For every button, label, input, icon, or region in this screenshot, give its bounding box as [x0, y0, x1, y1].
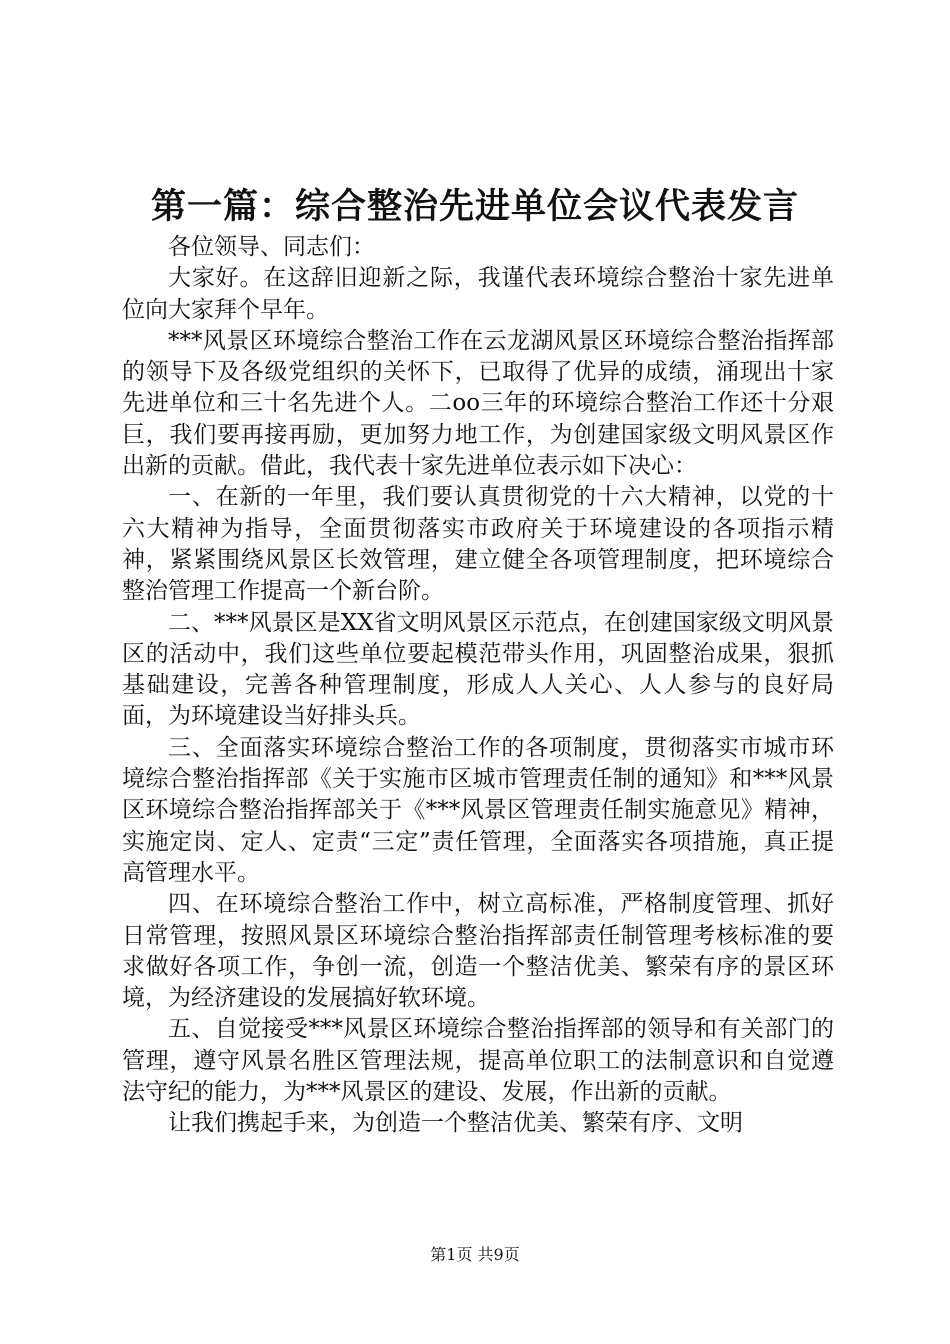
paragraph-point-4: 四、在环境综合整治工作中，树立高标准，严格制度管理、抓好日常管理，按照风景区环境综合整治指挥部责任制管理考核标准的要求做好各项工作，争创一流，创造一个整洁优美、繁荣有序的景区环境，为经济建设的发展搞好软环境。 — [122, 891, 834, 1012]
document-body — [122, 232, 834, 1140]
paragraph-point-1: 一、在新的一年里，我们要认真贯彻党的十六大精神，以党的十六大精神为指导，全面贯彻落实市政府关于环境建设的各项指示精神，紧紧围绕风景区长效管理，建立健全各项管理制度，把环境综合整治管理工作提高一个新台阶。 — [122, 484, 834, 605]
paragraph-greeting: 大家好。在这辞旧迎新之际，我谨代表环境综合整治十家先进单位向大家拜个早年。 — [122, 265, 834, 323]
document-title: 第一篇：综合整治先进单位会议代表发言 — [150, 187, 799, 227]
paragraph-point-5: 五、自觉接受***风景区环境综合整治指挥部的领导和有关部门的管理，遵守风景名胜区管理法规，提高单位职工的法制意识和自觉遵法守纪的能力，为***风景区的建设、发展，作出新的贡献。 — [122, 1016, 834, 1106]
paragraph-closing: 让我们携起手来，为创造一个整洁优美、繁荣有序、文明 — [168, 1110, 743, 1137]
paragraph-point-3: 三、全面落实环境综合整治工作的各项制度，贯彻落实市城市环境综合整治指挥部《关于实施市区城市管理责任制的通知》和***风景区环境综合整治指挥部关于《***风景区管理责任制实施意见》精神，实施定岗、定人、定责“三定”责任管理，全面落实各项措施，真正提高管理水平。 — [122, 734, 834, 886]
page-footer: 第1页 共9页 — [430, 1245, 520, 1264]
paragraph-point-2: 二、***风景区是XX省文明风景区示范点，在创建国家级文明风景区的活动中，我们这些单位要起模范带头作用，巩固整治成果，狠抓基础建设，完善各种管理制度，形成人人关心、人人参与的良好局面，为环境建设当好排头兵。 — [122, 609, 834, 730]
paragraph-salutation: 各位领导、同志们： — [168, 234, 375, 260]
paragraph-intro: ***风景区环境综合整治工作在云龙湖风景区环境综合整治指挥部的领导下及各级党组织的关怀下，已取得了优异的成绩，涌现出十家先进单位和三十名先进个人。二oo三年的环境综合整治工作还十分艰巨，我们要再接再励，更加努力地工作，为创建国家级文明风景区作出新的贡献。借此，我代表十家先进单位表示如下决心： — [122, 327, 834, 480]
